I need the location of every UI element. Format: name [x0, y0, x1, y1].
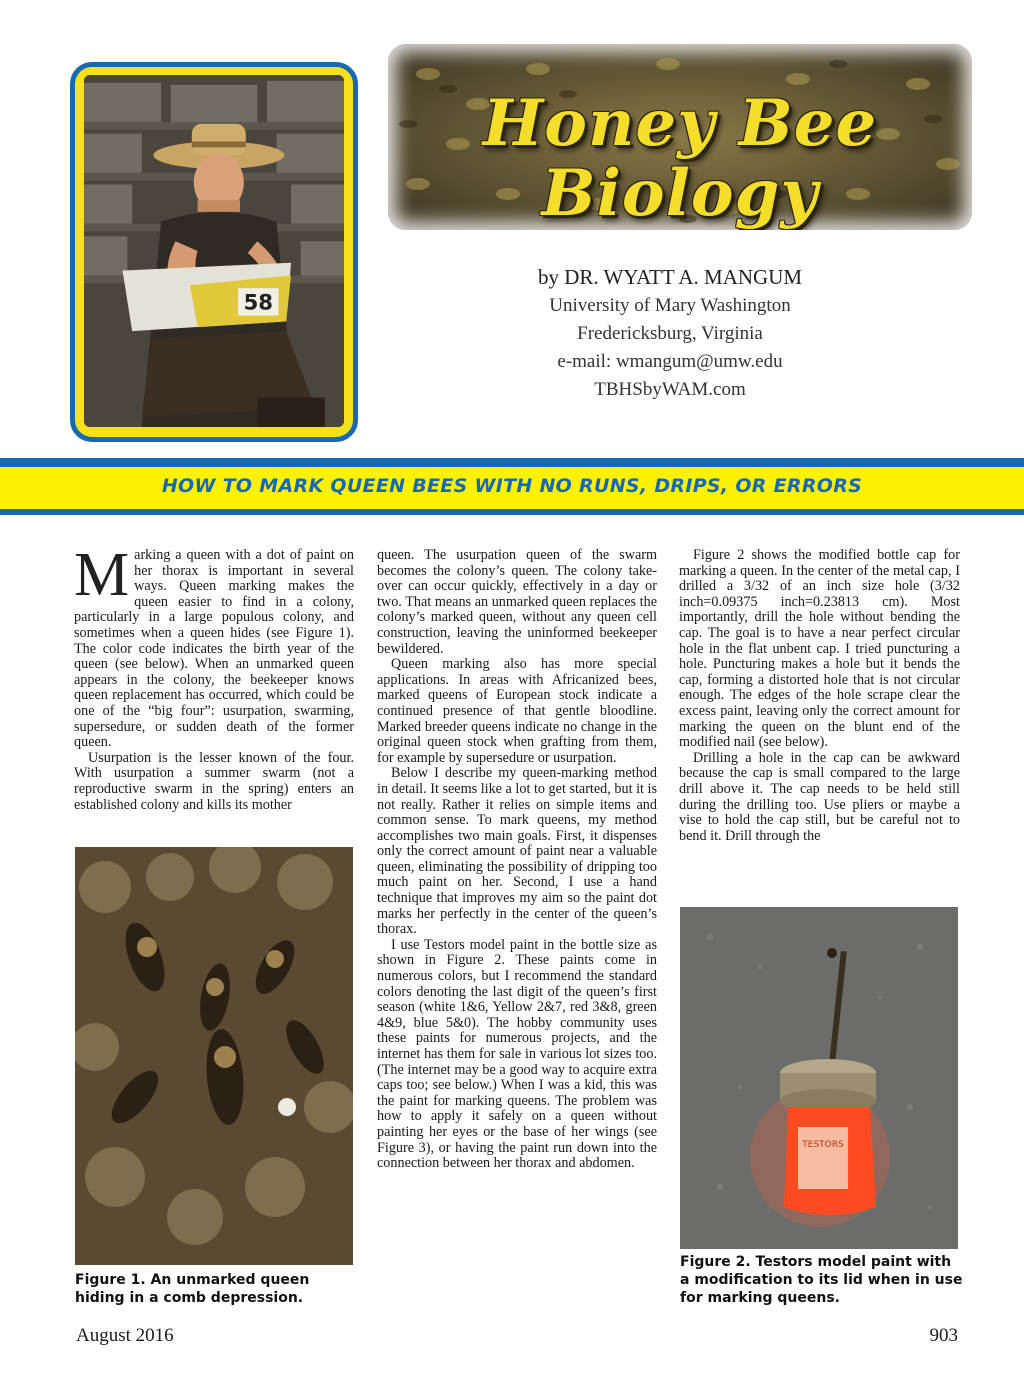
- figure-2-image: [680, 907, 958, 1249]
- drop-cap: M: [74, 541, 130, 609]
- author-email[interactable]: e-mail: wmangum@umw.edu: [557, 351, 783, 372]
- article-column-2: [377, 548, 657, 1172]
- band-bottom-rule: [0, 509, 1024, 515]
- paragraph: Drilling a hole in the cap can be awkward because the cap is small compared to the large drill above it. The cap needs to be held still during the drilling too. Use pliers or maybe a vise to hold the cap still, but be careful not to bend it. Drill through the: [679, 749, 960, 844]
- author-name: by DR. WYATT A. MANGUM: [537, 265, 803, 289]
- author-photo-frame: [70, 62, 358, 442]
- svg-text:TESTORS: TESTORS: [802, 1140, 844, 1150]
- paragraph: Figure 2 shows the modified bottle cap for marking a queen. In the center of the metal cap, I drilled a 3/32 of an inch size hole (3/32 inch=0.09375 inch=0.23813 cm). Most importantly, drill the hole without bending the cap. The goal is to have a near perfect circular hole in the flat unbent cap. I tried puncturing a hole. Puncturing makes a hole but it bends the cap, forming a distorted hole that is not circular enough. The edges of the hole scrape clear the excess paint, leaving only the correct amount for marking the queen on the blunt end of the modified nail (see below).: [679, 547, 960, 751]
- paragraph: Queen marking also has more special applications. In areas with Africanized bees, marked queens of European stock indicate a continued presence of that gentle bloodline. Marked breeder queens indicate no change in the original queen stock when grafting from them, for example by supersedure or usurpation.: [377, 656, 657, 766]
- paragraph: Marking a queen with a dot of paint on her thorax is important in several ways. Queen marking makes the queen easier to find in a colony, particularly in a large populous colony, and sometimes when a queen hides (see Figure 1). The color code indicates the birth year of the queen (see below). When an unmarked queen appears in the colony, the beekeeper knows queen replacement has occurred, which could be one of the “big four”: usurpation, swarming, supersedure, or sudden death of the former queen.: [74, 541, 354, 751]
- title-line-1: Honey Bee: [482, 86, 878, 161]
- paragraph: Below I describe my queen-marking method in detail. It seems like a lot to get started, but it is not really. Rather it relies on simple items and common sense. To mark queens, my method accomplishes two main goals. First, it dispenses only the correct amount of paint near a valuable queen, eliminating the possibility of dripping too much paint on her. Second, I use a hand technique that improves my aim so the paint dot marks her perfectly in the center of the queen’s thorax.: [377, 765, 657, 938]
- page-number: 903: [929, 1325, 958, 1346]
- article-column-1: [74, 541, 354, 813]
- figure-1-image: [75, 847, 353, 1265]
- issue-date: August 2016: [76, 1325, 174, 1346]
- author-photo: [84, 75, 344, 427]
- title-banner: [388, 44, 972, 230]
- author-location: Fredericksburg, Virginia: [577, 323, 763, 344]
- paragraph: Usurpation is the lesser known of the four. With usurpation a summer swarm (not a reproductive swarm in the spring) enters an established colony and kills its mother: [74, 749, 354, 813]
- author-website[interactable]: TBHSbyWAM.com: [594, 379, 746, 400]
- figure-2-caption: Figure 2. Testors model paint with a modification to its lid when in use for marking queens.: [680, 1254, 963, 1306]
- author-affiliation: University of Mary Washington: [549, 295, 791, 316]
- paragraph: queen. The usurpation queen of the swarm becomes the colony’s queen. The colony take-over can occur quickly, effectively in a day or two. That means an unmarked queen replaces the colony’s marked queen, without any queen cell construction, leaving the uninformed beekeeper bewildered.: [377, 547, 657, 657]
- title-line-2: Biology: [541, 156, 819, 230]
- band-top-rule: [0, 458, 1024, 467]
- box-number: 58: [243, 290, 274, 316]
- paragraph: I use Testors model paint in the bottle size as shown in Figure 2. These paints come in numerous colors, but I recommend the standard colors denoting the last digit of the queen’s first season (white 1&6, Yellow 2&7, red 3&8, green 4&9, blue 5&0). The hobby community uses these paints for numerous projects, and the internet has them for sale in various lot sizes too. (The internet may be a good way to acquire extra caps too; see below.) When I was a kid, this was the paint for marking queens. The problem was how to apply it safely on a queen without painting her eyes or the base of her wings (see Figure 3), or having the paint run down into the connection between her thorax and abdomen.: [377, 936, 657, 1172]
- article-column-3: [679, 548, 960, 844]
- figure-1-caption: Figure 1. An unmarked queen hiding in a comb depression.: [75, 1272, 310, 1306]
- byline: [470, 262, 870, 404]
- article-subtitle: HOW TO MARK QUEEN BEES WITH NO RUNS, DRIPS, OR ERRORS: [161, 475, 863, 497]
